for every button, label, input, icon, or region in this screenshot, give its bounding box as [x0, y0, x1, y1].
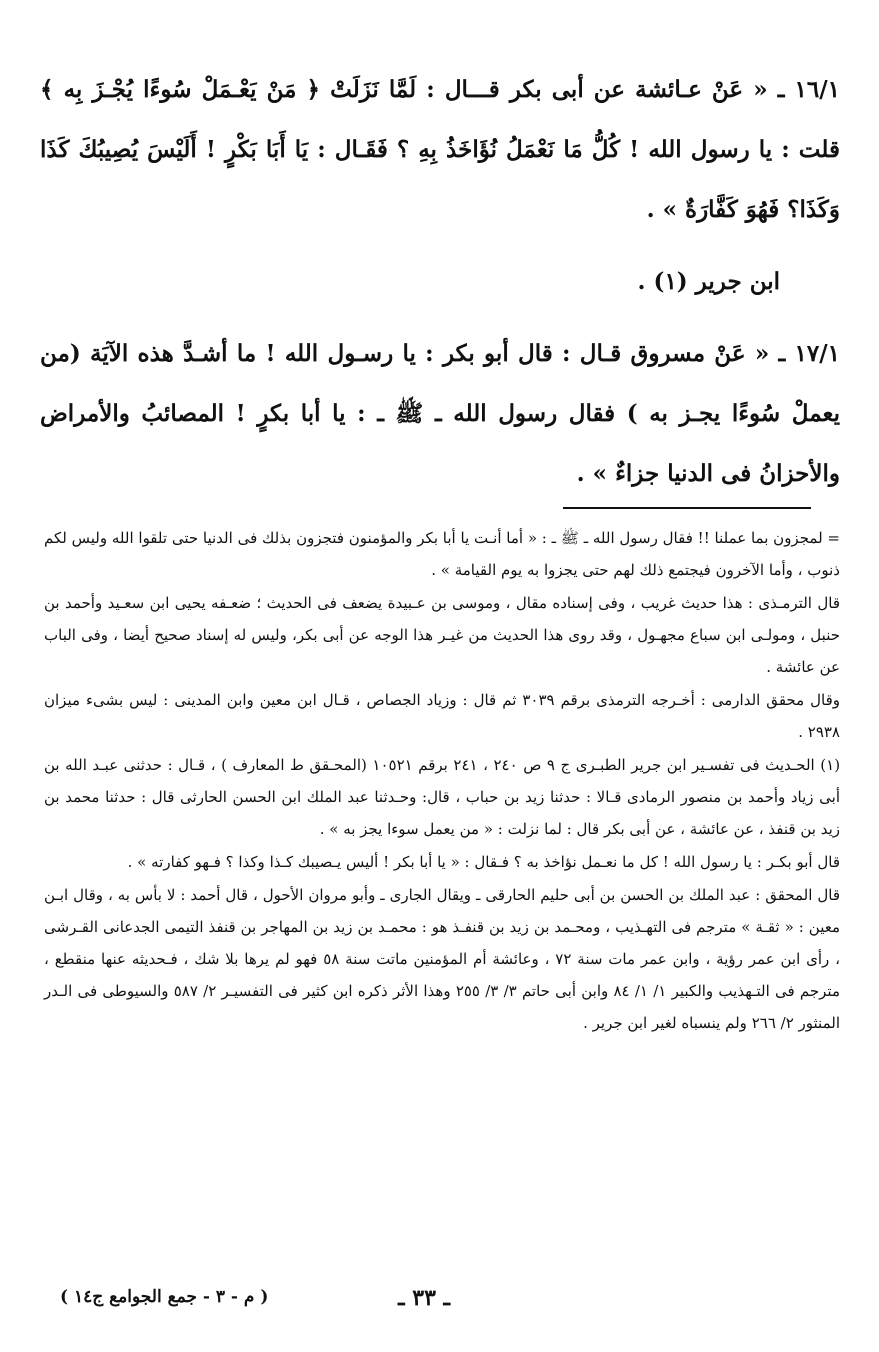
hadith-16: ١٦/١ ـ « عَنْ عـائشة عن أبى بكر قـــال : لَمَّا نَزَلَتْ ﴿ مَنْ يَعْـمَلْ سُوءًا يُجْـزَ بِه ﴾ قلت : يا رسول الله ! كُلُّ مَا نَعْمَلُ نُؤَاخَذُ بِهِ ؟ فَقَـال : يَا أَبَا بَكْرٍ ! أَلَيْسَ يُصِيبُكَ كَذَا وَكَذَا؟ فَهُوَ كَفَّارَةٌ » . — [40, 76, 840, 223]
page-footer — [30, 1285, 850, 1325]
volume-reference: ( م - ٣ - جمع الجوامع ج١٤ ) — [60, 1287, 269, 1307]
footnote-continuation: = لمجزون بما عملنا !! فقال رسول الله ـ ﷺ ـ : « أما أنـت يا أبا بكر والمؤمنون فتجزون بذلك فى الدنيا حتى تلقوا الله وليس لكم ذنوب ، وأما الآخرون فيجتمع ذلك لهم حتى يجزوا به يوم القيامة » . — [44, 529, 840, 579]
source-citation: ابن جرير (١) . — [637, 268, 780, 295]
footnote-1: (١) الحـديث فى تفسـير ابن جرير الطبـرى ج ٩ ص ٢٤٠ ، ٢٤١ برقم ١٠٥٢١ (المحـقق ط المعارف ) ، قـال : حدثنى عبـد الله بن أبى زياد وأحمد بن منصور الرمادى قـالا : حدثنا زيد بن حباب ، قال: وحـدثنا عبد الملك ابن الحسن الحارثى قال : حدثنا محمد بن زيد بن قنفذ ، عن عائشة ، عن أبى بكر قال : لما نزلت : « من يعمل سوءا يجز به » . — [44, 756, 841, 838]
footnote-darimi: وقال محقق الدارمى : أخـرجه الترمذى برقم ٣٠٣٩ ثم قال : وزياد الجصاص ، قـال ابن معين وابن المدينى : ليس بشىء ميزان ٢٩٣٨ . — [44, 691, 840, 741]
footnote-1-quote: قال أبو بكـر : يا رسول الله ! كل ما نعـمل نؤاخذ به ؟ فـقال : « يا أبا بكر ! أليس يـصيبك كـذا وكذا ؟ فـهو كفارته » . — [127, 853, 840, 871]
hadith-17: ١٧/١ ـ « عَنْ مسروق قـال : قال أبو بكر : يا رسـول الله ! ما أشـدَّ هذه الآيَة (من يعملْ سُوءًا يجـز به ) فقال رسول الله ـ ﷺ ـ : يا أبا بكرٍ ! المصائبُ والأمراض والأحزانُ فى الدنيا جزاءٌ » . — [40, 340, 840, 487]
page-number: ـ ٣٣ ـ — [398, 1285, 450, 1311]
footnotes — [44, 522, 840, 1040]
footnote-separator — [563, 507, 811, 509]
footnote-tirmidhi: قال الترمـذى : هذا حديث غريب ، وفى إسناده مقال ، وموسى بن عـبيدة يضعف فى الحديث ؛ ضعـفه يحيى ابن سعـيد وأحمد بن حنبل ، ومولـى ابن سباع مجهـول ، وقد روى هذا الحديث من غيـر هذا الوجه عن أبى بكر، وليس له إسناد صحيح أيضا ، وفى الباب عن عائشة . — [44, 594, 840, 676]
footnote-1-editor: قال المحقق : عبد الملك بن الحسن بن أبى حليم الحارقى ـ ويقال الجارى ـ وأبو مروان الأحول ، قال أحمد : لا بأس به ، وقال ابـن معين : « ثقـة » مترجم فى التهـذيب ، ومحـمد بن زيد بن قنفـذ هو : محمـد بن زيد بن المهاجر بن قنفذ التيمى الجدعانى القـرشى ، رأى ابن عمر رؤية ، وابن عمر مات سنة ٧٢ ، وعائشة أم المؤمنين ماتت سنة ٥٨ فهو لم يرها بلا شك ، فـحديثه عنها منقطع ، مترجم فى التـهذيب والكبير ١/ ١/ ٨٤ وابن أبى حاتم ٣/ ٣/ ٢٥٥ وهذا الأثر ذكره ابن كثير فى التفسيـر ٢/ ٥٨٧ والسيوطى فى الـدر المنثور ٢/ ٢٦٦ ولم ينسباه لغير ابن جرير . — [44, 886, 840, 1032]
main-text — [40, 60, 840, 504]
